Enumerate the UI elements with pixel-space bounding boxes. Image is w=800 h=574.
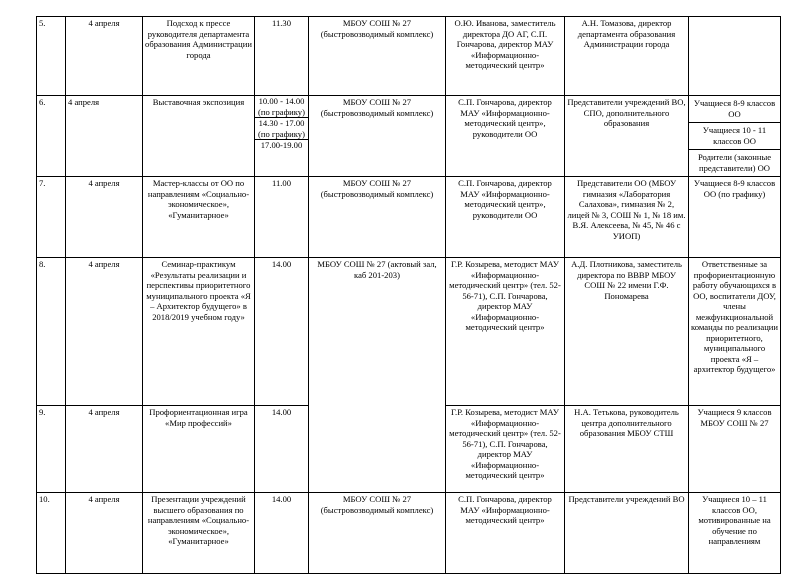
event-responsible: С.П. Гончарова, директор МАУ «Информационно-методический центр», руководители ОО: [446, 96, 565, 177]
event-date: 4 апреля: [66, 17, 143, 96]
event-participants: Представители учреждений ВО, СПО, дополнительного образования: [565, 96, 689, 177]
event-responsible: С.П. Гончарова, директор МАУ «Информационно-методический центр», руководители ОО: [446, 177, 565, 258]
audience-group: Родители (законные представители) ОО: [697, 152, 772, 173]
event-audience-groups: [689, 96, 781, 177]
event-time: 14.00: [255, 406, 309, 493]
audience-group: Учащиеся 8-9 классов ОО: [689, 96, 780, 123]
row-number: 8.: [37, 258, 66, 406]
row-number: 10.: [37, 493, 66, 574]
event-schedule-table: [36, 16, 781, 574]
event-time: 14.00: [255, 493, 309, 574]
table-row: [37, 258, 781, 406]
event-participants: Н.А. Тетькова, руководитель центра дополнительного образования МБОУ СТШ: [565, 406, 689, 493]
event-participants: А.Н. Томазова, директор департамента образования Администрации города: [565, 17, 689, 96]
event-title: Презентации учреждений высшего образования по направлениям «Социально-экономическое», «Гуманитарное»: [143, 493, 255, 574]
event-audience: Учащиеся 9 классов МБОУ СОШ № 27: [689, 406, 781, 493]
event-time-slots: [255, 96, 309, 177]
event-audience: Учащиеся 10 – 11 классов ОО, мотивированные на обучение по направлениям: [689, 493, 781, 574]
event-responsible: О.Ю. Иванова, заместитель директора ДО АГ, С.П. Гончарова, директор МАУ «Информационно-методический центр»: [446, 17, 565, 96]
event-participants: А.Д. Плотникова, заместитель директора по ВВВР МБОУ СОШ № 22 имени Г.Ф. Пономарева: [565, 258, 689, 406]
table-row: [37, 493, 781, 574]
event-place: МБОУ СОШ № 27 (быстровозводимый комплекс): [309, 177, 446, 258]
event-title: Выставочная экспозиция: [143, 96, 255, 177]
time-slot: 17.00-19.00: [260, 140, 303, 150]
row-number: 5.: [37, 17, 66, 96]
row-number: 9.: [37, 406, 66, 493]
event-place: МБОУ СОШ № 27 (быстровозводимый комплекс): [309, 493, 446, 574]
event-title: Профориентационная игра «Мир профессий»: [143, 406, 255, 493]
event-place: МБОУ СОШ № 27 (быстровозводимый комплекс): [309, 96, 446, 177]
event-title: Подсход к прессе руководителя департамента образования Администрации города: [143, 17, 255, 96]
event-place: МБОУ СОШ № 27 (актовый зал, каб 201-203): [309, 258, 446, 493]
row-number: 7.: [37, 177, 66, 258]
event-date: 4 апреля: [66, 258, 143, 406]
table-row: [37, 96, 781, 177]
row-number: 6.: [37, 96, 66, 177]
event-audience: [689, 17, 781, 96]
time-slot: 14.30 - 17.00 (по графику): [255, 118, 308, 140]
event-responsible: Г.Р. Козырева, методист МАУ «Информационно-методический центр» (тел. 52-56-71), С.П. Гончарова, директор МАУ «Информационно-методический центр»: [446, 406, 565, 493]
event-date: 4 апреля: [66, 406, 143, 493]
event-date: 4 апреля: [66, 493, 143, 574]
event-date: 4 апреля: [66, 96, 143, 177]
event-audience: Учащиеся 8-9 классов ОО (по графику): [689, 177, 781, 258]
time-slot: 10.00 - 14.00 (по графику): [255, 96, 308, 118]
event-time: 11.00: [255, 177, 309, 258]
event-participants: Представители ОО (МБОУ гимназия «Лаборатория Салахова», гимназия № 2, лицей № 3, СОШ № 1, № 18 им. В.Я. Алексеева, № 45, № 46 с УИОП): [565, 177, 689, 258]
event-responsible: Г.Р. Козырева, методист МАУ «Информационно-методический центр» (тел. 52-56-71), С.П. Гончарова, директор МАУ «Информационно-методический центр»: [446, 258, 565, 406]
table-row: [37, 177, 781, 258]
event-place: МБОУ СОШ № 27 (быстровозводимый комплекс): [309, 17, 446, 96]
event-responsible: С.П. Гончарова, директор МАУ «Информационно-методический центр»: [446, 493, 565, 574]
audience-group: Учащиеся 10 - 11 классов ОО: [689, 123, 780, 150]
event-time: 11.30: [255, 17, 309, 96]
event-title: Мастер-классы от ОО по направлениям «Социально-экономическое», «Гуманитарное»: [143, 177, 255, 258]
event-title: Семинар-практикум «Результаты реализации и перспективы приоритетного муниципального проекта «Я – Архитектор будущего» в 2018/2019 учебном году»: [143, 258, 255, 406]
event-time: 14.00: [255, 258, 309, 406]
event-date: 4 апреля: [66, 177, 143, 258]
event-participants: Представители учреждений ВО: [565, 493, 689, 574]
table-row: [37, 17, 781, 96]
event-audience: Ответственные за профориентационную работу обучающихся в ОО, воспитатели ДОУ, члены межфункциональной команды по реализации приоритетного, муниципального проекта «Я – архитектор будущего»: [689, 258, 781, 406]
